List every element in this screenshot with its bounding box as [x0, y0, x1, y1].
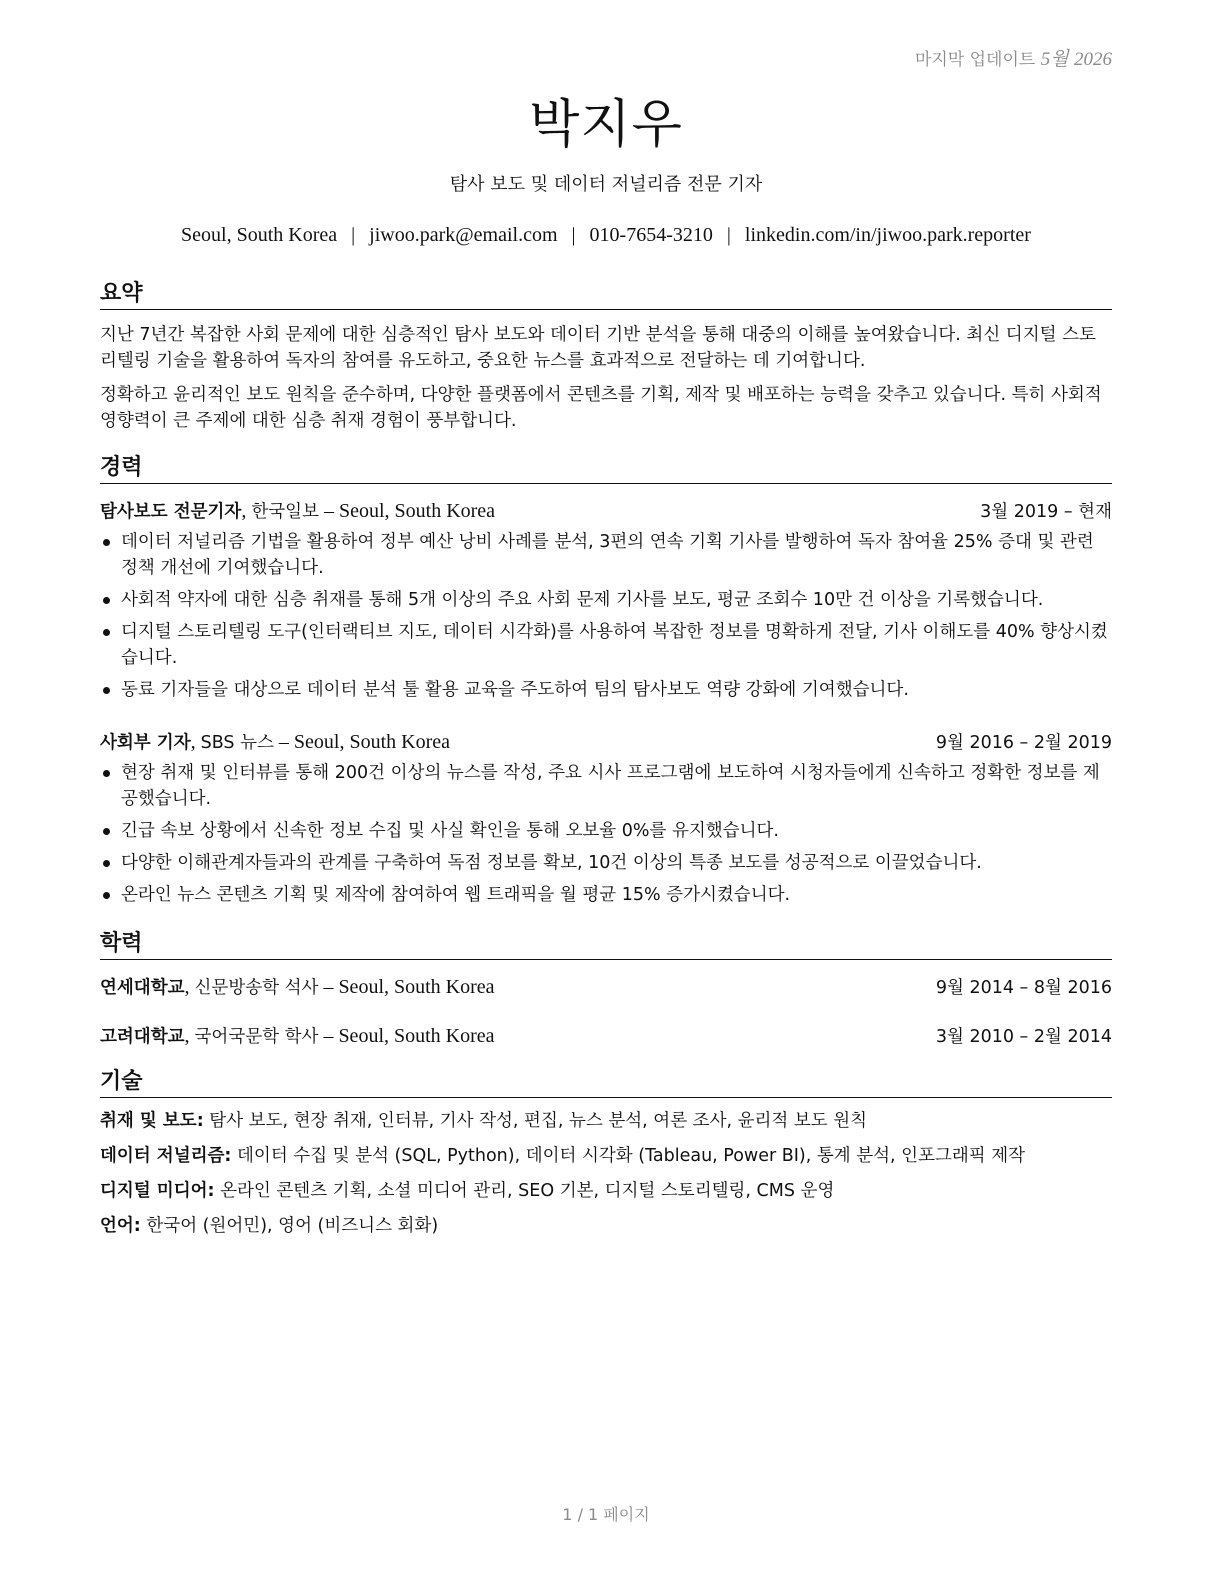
job-bullet: 디지털 스토리텔링 도구(인터랙티브 지도, 데이터 시각화)를 사용하여 복잡한 정보를 명확하게 전달, 기사 이해도를 40% 향상시켰습니다.: [100, 619, 1112, 671]
job-location: Seoul, South Korea: [293, 731, 451, 753]
job-dates: 3월 2019 – 현재: [980, 502, 1112, 522]
bullet-icon: [103, 629, 110, 636]
contact-separator: |: [571, 224, 576, 246]
education-title: 학력: [100, 926, 1112, 960]
resume-page: [100, 0, 1112, 1584]
contact-phone: 010-7654-3210: [589, 224, 713, 246]
skill-item: 언어: 한국어 (원어민), 영어 (비즈니스 회화): [100, 1216, 439, 1236]
summary-paragraph: 정확하고 윤리적인 보도 원칙을 준수하며, 다양한 플랫폼에서 콘텐츠를 기획, 제작 및 배포하는 능력을 갖추고 있습니다. 특히 사회적 영향력이 큰 주제에 대한 심층 취재 경험이 풍부합니다.: [100, 385, 1102, 431]
candidate-name: 박지우: [529, 95, 683, 155]
education-location: Seoul, South Korea: [338, 976, 495, 998]
last-updated-year: 2026: [1074, 49, 1112, 70]
summary-paragraph: 지난 7년간 복잡한 사회 문제에 대한 심층적인 탐사 보도와 데이터 기반 분석을 통해 대중의 이해를 높여왔습니다. 최신 디지털 스토리텔링 기술을 활용하여 독자의 참여를 유도하고, 중요한 뉴스를 효과적으로 전달하는 데 기여합니다.: [100, 325, 1096, 371]
bullet-icon: [103, 597, 110, 604]
job-bullet: 사회적 약자에 대한 심층 취재를 통해 5개 이상의 주요 사회 문제 기사를 보도, 평균 조회수 10만 건 이상을 기록했습니다.: [100, 587, 1112, 613]
job-bullet: 다양한 이해관계자들과의 관계를 구축하여 독점 정보를 확보, 10건 이상의 특종 보도를 성공적으로 이끌었습니다.: [100, 850, 1112, 876]
last-updated-label: 마지막 업데이트: [914, 50, 1036, 70]
summary-title: 요약: [100, 276, 1112, 310]
bullet-icon: [103, 539, 110, 546]
job-bullet: 데이터 저널리즘 기법을 활용하여 정부 예산 낭비 사례를 분석, 3편의 연속 기획 기사를 발행하여 독자 참여율 25% 증대 및 관련 정책 개선에 기여했습니다.: [100, 529, 1112, 581]
skill-item: 데이터 저널리즘: 데이터 수집 및 분석 (SQL, Python), 데이터 시각화 (Tableau, Power BI), 통계 분석, 인포그래픽 제작: [100, 1146, 1026, 1166]
bullet-icon: [103, 687, 110, 694]
education-dates: 3월 2010 – 2월 2014: [935, 1027, 1112, 1047]
job-bullet: 동료 기자들을 대상으로 데이터 분석 툴 활용 교육을 주도하여 팀의 탐사보도 역량 강화에 기여했습니다.: [100, 677, 1112, 703]
candidate-headline: 탐사 보도 및 데이터 저널리즘 전문 기자: [449, 174, 763, 195]
experience-title: 경력: [100, 450, 1112, 484]
job-org: 한국일보: [251, 502, 319, 522]
bullet-icon: [103, 828, 110, 835]
education-degree: 국어국문학 학사: [194, 1027, 319, 1047]
job-bullet: 온라인 뉴스 콘텐츠 기획 및 제작에 참여하여 웹 트래픽을 월 평균 15% 증가시켰습니다.: [100, 882, 1112, 908]
job-bullet: 긴급 속보 상황에서 신속한 정보 수집 및 사실 확인을 통해 오보율 0%를 유지했습니다.: [100, 818, 1112, 844]
job-bullets: [100, 529, 1112, 703]
education-section: [100, 926, 1112, 1048]
job-bullets: [100, 760, 1112, 908]
job-role: 탐사보도 전문기자: [100, 502, 242, 522]
bullet-icon: [103, 892, 110, 899]
education-entry: 고려대학교, 국어국문학 학사 – Seoul, South Korea 3월 2010 – 2월 2014: [100, 1025, 1112, 1047]
education-degree: 신문방송학 석사: [194, 978, 319, 998]
education-location: Seoul, South Korea: [338, 1025, 495, 1047]
job-header: 사회부 기자, SBS 뉴스 – Seoul, South Korea 9월 2016 – 2월 2019: [100, 731, 1112, 753]
summary-section: [100, 276, 1112, 434]
skill-item: 디지털 미디어: 온라인 콘텐츠 기획, 소셜 미디어 관리, SEO 기본, 디지털 스토리텔링, CMS 운영: [100, 1181, 835, 1201]
contact-separator: |: [351, 224, 356, 246]
page-number: 1 / 1 페이지: [562, 1505, 650, 1524]
skills-title: 기술: [100, 1064, 1112, 1098]
skill-item: 취재 및 보도: 탐사 보도, 현장 취재, 인터뷰, 기사 작성, 편집, 뉴스 분석, 여론 조사, 윤리적 보도 원칙: [100, 1111, 868, 1131]
job-entry: [100, 729, 1112, 908]
job-header: 탐사보도 전문기자, 한국일보 – Seoul, South Korea 3월 2019 – 현재: [100, 500, 1112, 522]
last-updated-month: 5월: [1040, 49, 1069, 70]
last-updated: [915, 44, 1112, 71]
education-school: 연세대학교: [100, 978, 185, 998]
experience-section: [100, 450, 1112, 908]
skills-list: [100, 1104, 1112, 1244]
bullet-icon: [103, 860, 110, 867]
job-role: 사회부 기자: [100, 733, 191, 753]
contact-separator: |: [726, 224, 731, 246]
job-entry: [100, 498, 1112, 703]
contact-location: Seoul, South Korea: [181, 224, 338, 246]
contact-email[interactable]: jiwoo.park@email.com: [369, 224, 558, 246]
education-entry: 연세대학교, 신문방송학 석사 – Seoul, South Korea 9월 2014 – 8월 2016: [100, 976, 1112, 998]
education-school: 고려대학교: [100, 1027, 185, 1047]
job-bullet: 현장 취재 및 인터뷰를 통해 200건 이상의 뉴스를 작성, 주요 시사 프로그램에 보도하여 시청자들에게 신속하고 정확한 정보를 제공했습니다.: [100, 760, 1112, 812]
job-dates: 9월 2016 – 2월 2019: [935, 733, 1112, 753]
job-org: SBS 뉴스: [200, 733, 274, 753]
bullet-icon: [103, 770, 110, 777]
job-location: Seoul, South Korea: [338, 500, 496, 522]
contact-line: [100, 224, 1112, 247]
contact-linkedin[interactable]: linkedin.com/in/jiwoo.park.reporter: [744, 224, 1031, 246]
skills-section: [100, 1064, 1112, 1244]
education-dates: 9월 2014 – 8월 2016: [935, 978, 1112, 998]
